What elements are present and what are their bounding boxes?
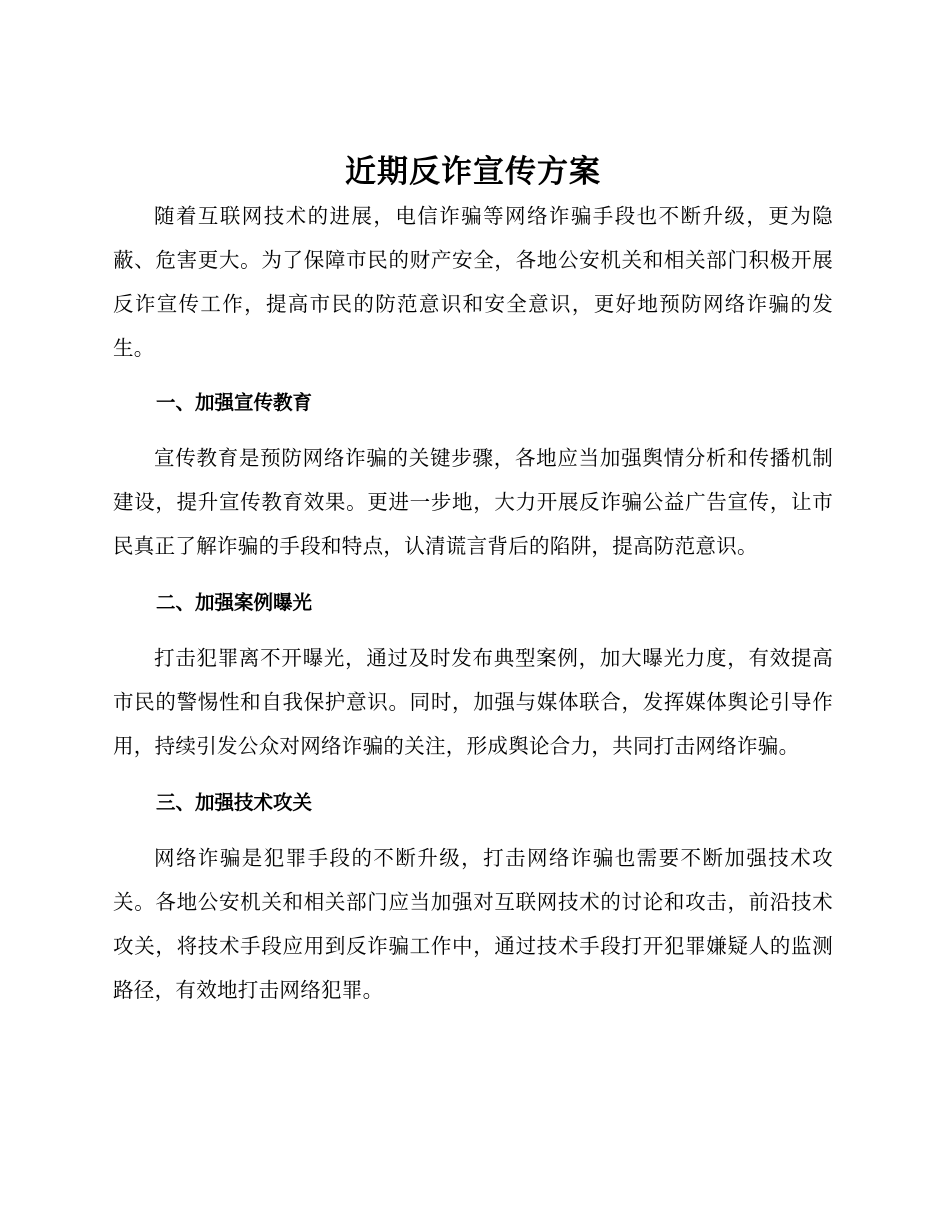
document-title: 近期反诈宣传方案 [345,154,601,190]
intro-paragraph: 随着互联网技术的进展，电信诈骗等网络诈骗手段也不断升级，更为隐蔽、危害更大。为了保障市民的财产安全，各地公安机关和相关部门积极开展反诈宣传工作，提高市民的防范意识和安全意识，更好地预防网络诈骗的发生。 [113,204,833,360]
section-body-3: 网络诈骗是犯罪手段的不断升级，打击网络诈骗也需要不断加强技术攻关。各地公安机关和相关部门应当加强对互联网技术的讨论和攻击，前沿技术攻关，将技术手段应用到反诈骗工作中，通过技术手段打开犯罪嫌疑人的监测路径，有效地打击网络犯罪。 [113,846,833,1002]
section-heading-3: 三、加强技术攻关 [156,791,313,814]
section-body-1: 宣传教育是预防网络诈骗的关键步骤，各地应当加强舆情分析和传播机制建设，提升宣传教育效果。更进一步地，大力开展反诈骗公益广告宣传，让市民真正了解诈骗的手段和特点，认清谎言背后的陷阱，提高防范意识。 [113,446,833,558]
section-heading-1: 一、加强宣传教育 [156,391,313,414]
document-page [113,150,833,1012]
section-heading-2: 二、加强案例曝光 [156,591,313,614]
section-body-2: 打击犯罪离不开曝光，通过及时发布典型案例，加大曝光力度，有效提高市民的警惕性和自我保护意识。同时，加强与媒体联合，发挥媒体舆论引导作用，持续引发公众对网络诈骗的关注，形成舆论合力，共同打击网络诈骗。 [113,646,833,758]
